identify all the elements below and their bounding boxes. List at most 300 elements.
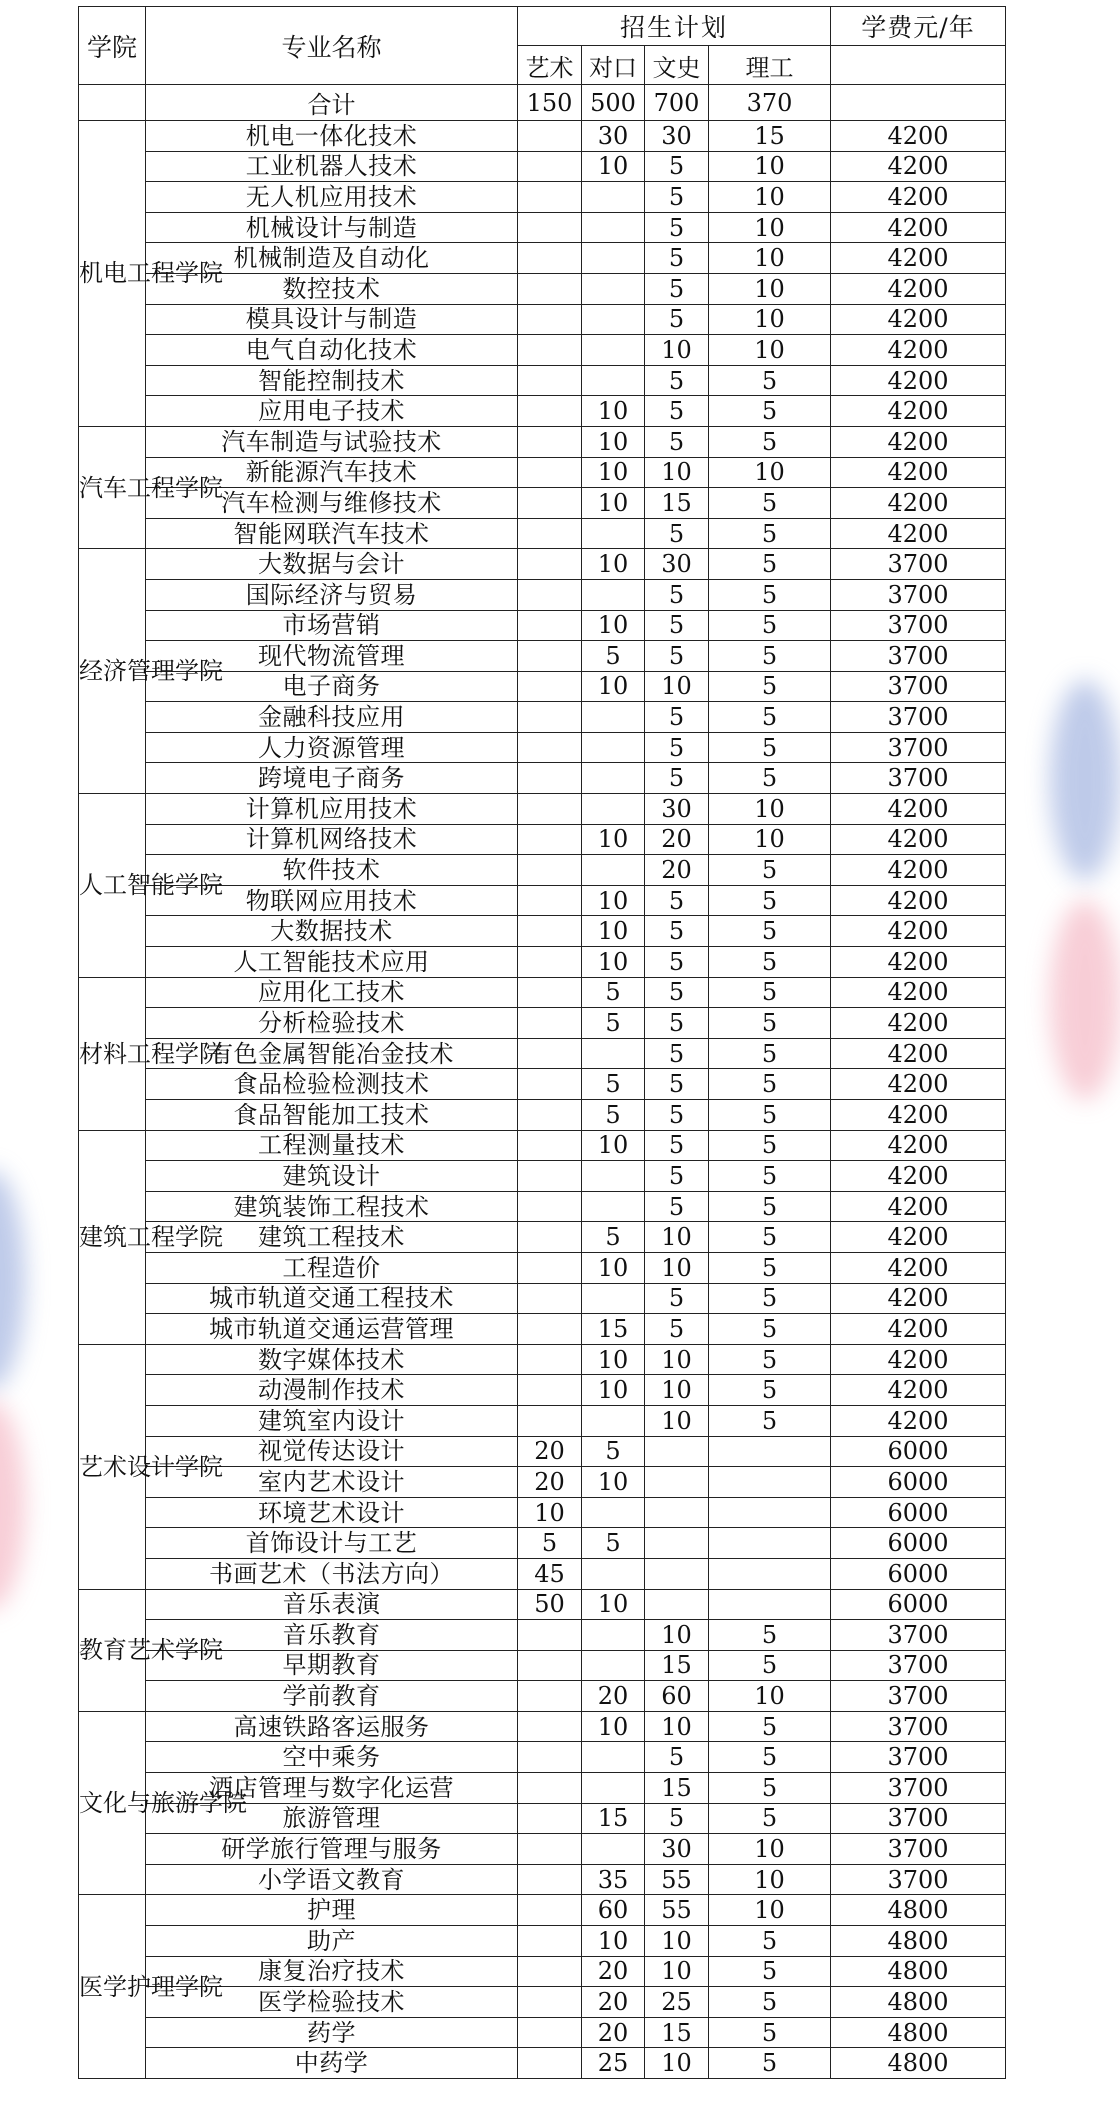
total-fee — [831, 85, 1006, 121]
quota-duikou: 10 — [582, 457, 645, 488]
major-name: 工程测量技术 — [146, 1130, 518, 1161]
quota-wenshi: 60 — [645, 1681, 709, 1712]
quota-wenshi: 5 — [645, 1069, 709, 1100]
quota-duikou: 25 — [582, 2048, 645, 2079]
quota-wenshi: 20 — [645, 824, 709, 855]
quota-ligong: 5 — [709, 610, 831, 641]
major-name: 应用化工技术 — [146, 977, 518, 1008]
major-name: 空中乘务 — [146, 1742, 518, 1773]
quota-duikou — [582, 365, 645, 396]
quota-art: 50 — [518, 1589, 582, 1620]
tuition-fee: 4200 — [831, 1375, 1006, 1406]
tuition-fee: 4200 — [831, 1222, 1006, 1253]
quota-ligong: 10 — [709, 824, 831, 855]
decorative-blob-pink-left — [0, 1400, 25, 1610]
decorative-blob-pink-right — [1050, 900, 1120, 1100]
quota-art — [518, 304, 582, 335]
quota-art — [518, 885, 582, 916]
major-name: 机电一体化技术 — [146, 121, 518, 152]
tuition-fee: 6000 — [831, 1528, 1006, 1559]
tuition-fee: 4800 — [831, 1926, 1006, 1957]
quota-wenshi: 5 — [645, 1191, 709, 1222]
table-row — [79, 365, 1006, 396]
major-name: 数字媒体技术 — [146, 1344, 518, 1375]
tuition-fee: 4200 — [831, 1191, 1006, 1222]
quota-duikou — [582, 1620, 645, 1651]
quota-duikou: 5 — [582, 1008, 645, 1039]
quota-art — [518, 1650, 582, 1681]
tuition-fee: 4800 — [831, 1895, 1006, 1926]
quota-duikou: 5 — [582, 1436, 645, 1467]
quota-duikou — [582, 794, 645, 825]
quota-art — [518, 641, 582, 672]
major-name: 市场营销 — [146, 610, 518, 641]
major-name: 模具设计与制造 — [146, 304, 518, 335]
major-name: 建筑工程技术 — [146, 1222, 518, 1253]
major-name: 计算机应用技术 — [146, 794, 518, 825]
tuition-fee: 4200 — [831, 855, 1006, 886]
major-name: 现代物流管理 — [146, 641, 518, 672]
major-name: 人力资源管理 — [146, 732, 518, 763]
quota-ligong: 10 — [709, 1681, 831, 1712]
tuition-fee: 4200 — [831, 1252, 1006, 1283]
college-name — [79, 1130, 223, 1344]
quota-duikou: 10 — [582, 1375, 645, 1406]
total-duikou: 500 — [582, 85, 645, 121]
quota-duikou — [582, 182, 645, 213]
quota-ligong: 10 — [709, 335, 831, 366]
major-name: 护理 — [146, 1895, 518, 1926]
major-name: 数控技术 — [146, 273, 518, 304]
header-wenshi: 文史 — [645, 46, 709, 85]
table-row — [79, 1742, 1006, 1773]
quota-wenshi: 10 — [645, 1956, 709, 1987]
quota-wenshi — [645, 1497, 709, 1528]
quota-wenshi: 5 — [645, 212, 709, 243]
quota-wenshi: 5 — [645, 916, 709, 947]
tuition-fee: 3700 — [831, 549, 1006, 580]
quota-duikou: 5 — [582, 1528, 645, 1559]
quota-duikou: 5 — [582, 1222, 645, 1253]
quota-wenshi: 30 — [645, 549, 709, 580]
quota-ligong: 5 — [709, 1956, 831, 1987]
major-name: 食品智能加工技术 — [146, 1100, 518, 1131]
major-name: 高速铁路客运服务 — [146, 1711, 518, 1742]
major-name: 建筑室内设计 — [146, 1405, 518, 1436]
quota-ligong: 5 — [709, 1803, 831, 1834]
table-row — [79, 518, 1006, 549]
table-row — [79, 1100, 1006, 1131]
quota-duikou — [582, 335, 645, 366]
major-name: 城市轨道交通工程技术 — [146, 1283, 518, 1314]
tuition-fee: 4200 — [831, 488, 1006, 519]
quota-ligong: 5 — [709, 1405, 831, 1436]
quota-ligong: 5 — [709, 549, 831, 580]
tuition-fee: 4800 — [831, 1987, 1006, 2018]
quota-ligong: 5 — [709, 1711, 831, 1742]
quota-wenshi: 5 — [645, 579, 709, 610]
major-name: 首饰设计与工艺 — [146, 1528, 518, 1559]
decorative-blob-blue-right — [1050, 680, 1120, 880]
table-row — [79, 1405, 1006, 1436]
quota-wenshi: 5 — [645, 182, 709, 213]
quota-art — [518, 1069, 582, 1100]
quota-wenshi: 15 — [645, 1773, 709, 1804]
quota-wenshi: 5 — [645, 396, 709, 427]
header-college: 学院 — [79, 7, 146, 85]
quota-wenshi: 5 — [645, 1283, 709, 1314]
quota-wenshi: 10 — [645, 1252, 709, 1283]
header-fee-blank — [831, 46, 1006, 85]
major-name: 应用电子技术 — [146, 396, 518, 427]
college-name-text: 经济管理学院 — [79, 657, 223, 686]
quota-ligong — [709, 1589, 831, 1620]
quota-duikou — [582, 1497, 645, 1528]
quota-art — [518, 794, 582, 825]
quota-ligong — [709, 1528, 831, 1559]
quota-wenshi: 5 — [645, 885, 709, 916]
quota-duikou: 5 — [582, 1069, 645, 1100]
tuition-fee: 4200 — [831, 916, 1006, 947]
quota-wenshi: 5 — [645, 702, 709, 733]
quota-art — [518, 1252, 582, 1283]
major-name: 跨境电子商务 — [146, 763, 518, 794]
quota-wenshi: 5 — [645, 1008, 709, 1039]
table-row — [79, 610, 1006, 641]
quota-ligong: 10 — [709, 273, 831, 304]
quota-art — [518, 1864, 582, 1895]
quota-duikou: 20 — [582, 1987, 645, 2018]
quota-ligong: 5 — [709, 1222, 831, 1253]
table-row — [79, 151, 1006, 182]
quota-ligong: 5 — [709, 1191, 831, 1222]
tuition-fee: 6000 — [831, 1497, 1006, 1528]
major-name: 汽车制造与试验技术 — [146, 426, 518, 457]
college-name-text: 人工智能学院 — [79, 871, 223, 900]
tuition-fee: 4200 — [831, 151, 1006, 182]
quota-art — [518, 1956, 582, 1987]
quota-ligong: 5 — [709, 855, 831, 886]
tuition-fee: 4200 — [831, 518, 1006, 549]
enrollment-plan-table — [78, 6, 1006, 2079]
major-name: 酒店管理与数字化运营 — [146, 1773, 518, 1804]
table-row — [79, 1711, 1006, 1742]
quota-ligong: 5 — [709, 1008, 831, 1039]
header-enrollment-plan: 招生计划 — [518, 7, 831, 46]
table-row — [79, 549, 1006, 580]
quota-ligong: 5 — [709, 671, 831, 702]
quota-ligong: 10 — [709, 1864, 831, 1895]
quota-wenshi: 5 — [645, 1161, 709, 1192]
total-label: 合计 — [146, 85, 518, 121]
tuition-fee: 4200 — [831, 885, 1006, 916]
quota-wenshi: 15 — [645, 488, 709, 519]
major-name: 音乐教育 — [146, 1620, 518, 1651]
quota-art: 45 — [518, 1558, 582, 1589]
quota-duikou — [582, 1191, 645, 1222]
college-name — [79, 121, 223, 427]
tuition-fee: 4200 — [831, 457, 1006, 488]
tuition-fee: 4200 — [831, 304, 1006, 335]
quota-wenshi: 10 — [645, 335, 709, 366]
quota-art — [518, 1681, 582, 1712]
tuition-fee: 4200 — [831, 121, 1006, 152]
table-row — [79, 916, 1006, 947]
college-name — [79, 426, 223, 548]
major-name: 建筑装饰工程技术 — [146, 1191, 518, 1222]
major-name: 康复治疗技术 — [146, 1956, 518, 1987]
tuition-fee: 4200 — [831, 365, 1006, 396]
quota-ligong: 5 — [709, 885, 831, 916]
quota-duikou: 10 — [582, 488, 645, 519]
quota-art — [518, 671, 582, 702]
quota-wenshi: 25 — [645, 1987, 709, 2018]
quota-duikou: 10 — [582, 396, 645, 427]
quota-art: 20 — [518, 1436, 582, 1467]
major-name: 建筑设计 — [146, 1161, 518, 1192]
quota-ligong: 5 — [709, 1650, 831, 1681]
tuition-fee: 6000 — [831, 1558, 1006, 1589]
total-wenshi: 700 — [645, 85, 709, 121]
quota-ligong: 5 — [709, 1773, 831, 1804]
quota-art — [518, 1620, 582, 1651]
quota-art — [518, 1375, 582, 1406]
quota-ligong — [709, 1558, 831, 1589]
major-name: 电气自动化技术 — [146, 335, 518, 366]
quota-art — [518, 1344, 582, 1375]
quota-ligong: 5 — [709, 1283, 831, 1314]
quota-ligong: 10 — [709, 212, 831, 243]
quota-ligong: 5 — [709, 1987, 831, 2018]
major-name: 人工智能技术应用 — [146, 947, 518, 978]
quota-wenshi: 5 — [645, 1742, 709, 1773]
college-name-text: 艺术设计学院 — [79, 1452, 223, 1481]
table-row — [79, 1069, 1006, 1100]
major-name: 大数据技术 — [146, 916, 518, 947]
major-name: 汽车检测与维修技术 — [146, 488, 518, 519]
college-name-text: 医学护理学院 — [79, 1972, 223, 2001]
quota-wenshi — [645, 1436, 709, 1467]
quota-ligong: 10 — [709, 182, 831, 213]
table-row — [79, 977, 1006, 1008]
quota-wenshi: 55 — [645, 1864, 709, 1895]
quota-art — [518, 947, 582, 978]
table-row — [79, 1375, 1006, 1406]
major-name: 大数据与会计 — [146, 549, 518, 580]
quota-art — [518, 702, 582, 733]
quota-art — [518, 916, 582, 947]
table-row — [79, 1528, 1006, 1559]
table-row — [79, 1773, 1006, 1804]
table-row — [79, 1344, 1006, 1375]
quota-wenshi: 5 — [645, 977, 709, 1008]
quota-art — [518, 212, 582, 243]
header-ligong: 理工 — [709, 46, 831, 85]
major-name: 新能源汽车技术 — [146, 457, 518, 488]
quota-art — [518, 1926, 582, 1957]
table-row — [79, 1314, 1006, 1345]
quota-art — [518, 1803, 582, 1834]
major-name: 中药学 — [146, 2048, 518, 2079]
quota-art — [518, 2017, 582, 2048]
quota-art — [518, 457, 582, 488]
quota-wenshi: 10 — [645, 457, 709, 488]
major-name: 物联网应用技术 — [146, 885, 518, 916]
quota-wenshi — [645, 1528, 709, 1559]
quota-art — [518, 1742, 582, 1773]
quota-ligong: 5 — [709, 732, 831, 763]
quota-ligong: 10 — [709, 457, 831, 488]
tuition-fee: 4200 — [831, 1161, 1006, 1192]
quota-ligong: 5 — [709, 1620, 831, 1651]
quota-duikou — [582, 763, 645, 794]
table-row — [79, 1864, 1006, 1895]
tuition-fee: 4800 — [831, 2048, 1006, 2079]
quota-wenshi: 10 — [645, 2048, 709, 2079]
quota-wenshi: 15 — [645, 2017, 709, 2048]
quota-duikou: 10 — [582, 1344, 645, 1375]
quota-duikou: 10 — [582, 947, 645, 978]
major-name: 机械设计与制造 — [146, 212, 518, 243]
decorative-blob-blue-left — [0, 1170, 25, 1390]
quota-duikou: 30 — [582, 121, 645, 152]
quota-art — [518, 365, 582, 396]
quota-wenshi: 5 — [645, 273, 709, 304]
total-college-blank — [79, 85, 146, 121]
quota-art — [518, 1405, 582, 1436]
table-row — [79, 2017, 1006, 2048]
tuition-fee: 4200 — [831, 1069, 1006, 1100]
tuition-fee: 4800 — [831, 2017, 1006, 2048]
tuition-fee: 4200 — [831, 182, 1006, 213]
tuition-fee: 6000 — [831, 1467, 1006, 1498]
major-name: 食品检验检测技术 — [146, 1069, 518, 1100]
quota-art — [518, 1100, 582, 1131]
quota-duikou: 10 — [582, 1711, 645, 1742]
quota-art — [518, 2048, 582, 2079]
quota-art: 20 — [518, 1467, 582, 1498]
tuition-fee: 3700 — [831, 1620, 1006, 1651]
quota-wenshi — [645, 1589, 709, 1620]
quota-ligong: 10 — [709, 1834, 831, 1865]
header-art: 艺术 — [518, 46, 582, 85]
table-row — [79, 1252, 1006, 1283]
major-name: 国际经济与贸易 — [146, 579, 518, 610]
tuition-fee: 4800 — [831, 1956, 1006, 1987]
quota-wenshi: 5 — [645, 732, 709, 763]
college-name — [79, 794, 223, 978]
table-row — [79, 794, 1006, 825]
tuition-fee: 3700 — [831, 671, 1006, 702]
quota-wenshi: 5 — [645, 1314, 709, 1345]
major-name: 动漫制作技术 — [146, 1375, 518, 1406]
quota-duikou: 15 — [582, 1803, 645, 1834]
quota-ligong: 15 — [709, 121, 831, 152]
tuition-fee: 6000 — [831, 1589, 1006, 1620]
college-name — [79, 1895, 223, 2079]
tuition-fee: 3700 — [831, 732, 1006, 763]
quota-duikou — [582, 1834, 645, 1865]
major-name: 室内艺术设计 — [146, 1467, 518, 1498]
quota-duikou: 5 — [582, 641, 645, 672]
quota-duikou: 10 — [582, 1589, 645, 1620]
quota-duikou: 20 — [582, 1956, 645, 1987]
quota-ligong: 5 — [709, 2017, 831, 2048]
quota-wenshi: 5 — [645, 1038, 709, 1069]
quota-duikou: 35 — [582, 1864, 645, 1895]
college-name-text: 教育艺术学院 — [79, 1636, 223, 1665]
quota-wenshi: 5 — [645, 1803, 709, 1834]
tuition-fee: 3700 — [831, 1742, 1006, 1773]
quota-art — [518, 426, 582, 457]
tuition-fee: 3700 — [831, 1681, 1006, 1712]
quota-art — [518, 855, 582, 886]
quota-wenshi: 30 — [645, 794, 709, 825]
quota-art — [518, 1711, 582, 1742]
table-row — [79, 702, 1006, 733]
tuition-fee: 4200 — [831, 1100, 1006, 1131]
quota-art — [518, 610, 582, 641]
tuition-fee: 3700 — [831, 610, 1006, 641]
major-name: 软件技术 — [146, 855, 518, 886]
college-name-text: 机电工程学院 — [79, 259, 223, 288]
quota-art — [518, 243, 582, 274]
quota-ligong: 5 — [709, 2048, 831, 2079]
header-duikou: 对口 — [582, 46, 645, 85]
quota-wenshi: 5 — [645, 426, 709, 457]
quota-ligong — [709, 1467, 831, 1498]
table-row — [79, 1130, 1006, 1161]
quota-duikou: 10 — [582, 1130, 645, 1161]
major-name: 工业机器人技术 — [146, 151, 518, 182]
table-row — [79, 824, 1006, 855]
quota-duikou: 10 — [582, 885, 645, 916]
quota-wenshi: 30 — [645, 1834, 709, 1865]
quota-art — [518, 273, 582, 304]
quota-art — [518, 1161, 582, 1192]
quota-ligong: 5 — [709, 1069, 831, 1100]
quota-wenshi: 10 — [645, 1405, 709, 1436]
major-name: 视觉传达设计 — [146, 1436, 518, 1467]
tuition-fee: 3700 — [831, 1834, 1006, 1865]
table-row — [79, 1497, 1006, 1528]
quota-art — [518, 182, 582, 213]
major-name: 环境艺术设计 — [146, 1497, 518, 1528]
college-name — [79, 977, 223, 1130]
quota-ligong: 5 — [709, 702, 831, 733]
quota-duikou — [582, 855, 645, 886]
tuition-fee: 4200 — [831, 426, 1006, 457]
total-row — [79, 85, 1006, 121]
quota-duikou — [582, 1773, 645, 1804]
major-name: 音乐表演 — [146, 1589, 518, 1620]
quota-wenshi: 5 — [645, 365, 709, 396]
quota-duikou — [582, 579, 645, 610]
quota-wenshi: 5 — [645, 304, 709, 335]
quota-ligong — [709, 1436, 831, 1467]
quota-wenshi: 55 — [645, 1895, 709, 1926]
tuition-fee: 6000 — [831, 1436, 1006, 1467]
quota-art — [518, 335, 582, 366]
quota-ligong — [709, 1497, 831, 1528]
major-name: 机械制造及自动化 — [146, 243, 518, 274]
quota-art — [518, 1130, 582, 1161]
major-name: 城市轨道交通运营管理 — [146, 1314, 518, 1345]
college-name — [79, 1344, 223, 1589]
quota-duikou — [582, 243, 645, 274]
major-name: 旅游管理 — [146, 1803, 518, 1834]
tuition-fee: 4200 — [831, 1008, 1006, 1039]
